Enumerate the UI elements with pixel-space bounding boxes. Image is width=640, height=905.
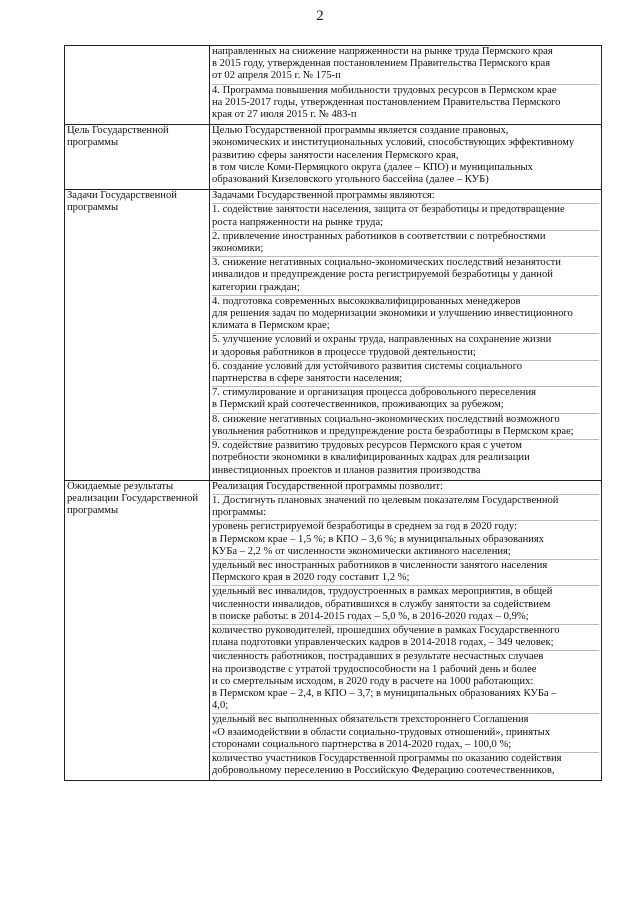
text-line: на 2015-2017 годы, утвержденная постановлением Правительства Пермского (212, 96, 561, 108)
text-line: 6. создание условий для устойчивого развития системы социального (212, 360, 522, 372)
table-row (65, 46, 602, 125)
text-line: 3. снижение негативных социально-экономических последствий незанятости (212, 257, 561, 269)
content-paragraph (212, 204, 599, 230)
text-line: «О взаимодействии в области социально-трудовых отношений», принятых (212, 726, 551, 738)
content-paragraph (212, 651, 599, 714)
text-line: от 02 апреля 2015 г. № 175-п (212, 70, 341, 82)
content-paragraph (212, 231, 599, 257)
text-line: 4. Программа повышения мобильности трудовых ресурсов в Пермском крае (212, 84, 557, 96)
text-line: направленных на снижение напряженности на рынке труда Пермского края (212, 46, 553, 57)
text-line: количество руководителей, прошедших обучение в рамках Государственного (212, 624, 560, 636)
text-line: на производстве с утратой трудоспособности на 1 рабочий день и более (212, 663, 537, 675)
text-line: Реализация Государственной программы позволит: (212, 480, 443, 492)
text-line: программы: (212, 507, 267, 519)
text-line: удельный вес выполненных обязательств трехстороннего Соглашения (212, 714, 529, 726)
content-paragraph (212, 296, 599, 335)
text-line: инвалидов и предупреждение роста регистрируемой безработицы у данной (212, 269, 553, 281)
table-row (65, 190, 602, 480)
text-line: экономики; (212, 243, 264, 255)
table-row (65, 480, 602, 781)
text-line: добровольному переселению в Российскую Федерацию соотечественников, (212, 765, 555, 777)
content-paragraph (212, 521, 599, 560)
text-line: в том числе Коми-Пермяцкого округа (далее – КПО) и муниципальных (212, 161, 533, 173)
text-line: края от 27 июля 2015 г. № 483-п (212, 109, 357, 121)
table-body (65, 46, 602, 781)
page-number: 2 (316, 8, 324, 24)
row-content-cell (210, 46, 602, 125)
text-line: Целью Государственной программы является создание правовых, (212, 125, 509, 137)
content-paragraph (212, 753, 599, 778)
text-line: роста напряженности на рынке труда; (212, 216, 384, 228)
content-paragraph (212, 481, 599, 495)
content-paragraph (212, 190, 599, 204)
content-paragraph (212, 387, 599, 413)
content-paragraph (212, 361, 599, 387)
row-content-cell (210, 190, 602, 480)
text-line: потребности экономики в квалифицированных кадрах для реализации (212, 452, 530, 464)
text-line: климата в Пермском крае; (212, 320, 330, 332)
content-paragraph (212, 414, 599, 440)
content-paragraph (212, 625, 599, 651)
text-line: и со смертельным исходом, в 2020 году в расчете на 1000 работающих: (212, 675, 534, 687)
content-paragraph (212, 125, 599, 187)
text-line: 7. стимулирование и организация процесса добровольного переселения (212, 387, 536, 399)
content-paragraph (212, 495, 599, 521)
program-passport-table (64, 45, 602, 781)
text-line: уровень регистрируемой безработицы в среднем за год в 2020 году: (212, 521, 518, 533)
text-line: 2. привлечение иностранных работников в соответствии с потребностями (212, 230, 546, 242)
text-line: удельный вес иностранных работников в численности занятого населения (212, 559, 548, 571)
text-line: инвестиционных проектов и планов развития производства (212, 464, 481, 476)
text-line: в поиске работы: в 2014-2015 годах – 5,0 %, в 2016-2020 годах – 0,9%; (212, 610, 529, 622)
text-line: и здоровья работников в процессе трудовой деятельности; (212, 346, 476, 358)
content-paragraph (212, 334, 599, 360)
content-paragraph (212, 560, 599, 586)
text-line: численности инвалидов, обратившихся в службу занятости за содействием (212, 598, 551, 610)
text-line: образований Кизеловского угольного бассейна (далее – КУБ) (212, 174, 489, 186)
row-label-cell (65, 46, 210, 125)
text-line: 8. снижение негативных социально-экономических последствий возможного (212, 413, 560, 425)
text-line: сторонами социального партнерства в 2014-2020 годах, – 100,0 %; (212, 738, 512, 750)
row-label-cell: Ожидаемые результаты реализации Государственной программы (65, 480, 210, 781)
row-content-cell (210, 125, 602, 190)
table-row (65, 125, 602, 190)
text-line: Пермского края в 2020 году составит 1,2 %; (212, 572, 410, 584)
text-line: Задачами Государственной программы являются: (212, 190, 435, 202)
text-line: категории граждан; (212, 281, 300, 293)
text-line: для решения задач по модернизации экономики и улучшению инвестиционного (212, 308, 573, 320)
text-line: 9. содействие развитию трудовых ресурсов Пермского края с учетом (212, 440, 522, 452)
text-line: 1. содействие занятости населения, защита от безработицы и предотвращение (212, 204, 565, 216)
content-paragraph (212, 85, 599, 123)
text-line: количество участников Государственной программы по оказанию содействия (212, 752, 562, 764)
text-line: развитию сферы занятости населения Пермского края, (212, 149, 459, 161)
text-line: 1. Достигнуть плановых значений по целевым показателям Государственной (212, 494, 559, 506)
text-line: плана подготовки управленческих кадров в 2014-2018 годах, – 349 человек; (212, 637, 554, 649)
text-line: КУБа – 2,2 % от численности экономически активного населения; (212, 545, 511, 557)
text-line: увольнения работников и предупреждение роста безработицы в Пермском крае; (212, 425, 574, 437)
text-line: численность работников, пострадавших в результате несчастных случаев (212, 651, 544, 663)
text-line: в Пермском крае – 1,5 %; в КПО – 3,6 %; в муниципальных образованиях (212, 533, 545, 545)
text-line: 4,0; (212, 700, 229, 712)
content-paragraph (212, 586, 599, 625)
text-line: экономических и институциональных условий, способствующих эффективному (212, 137, 575, 149)
text-line: удельный вес инвалидов, трудоустроенных в рамках мероприятия, в общей (212, 586, 553, 598)
text-line: 5. улучшение условий и охраны труда, направленных на сохранение жизни (212, 334, 552, 346)
text-line: в 2015 году, утвержденная постановлением Правительства Пермского края (212, 58, 551, 70)
text-line: в Пермском крае – 2,4, в КПО – 3,7; в муниципальных образованиях КУБа – (212, 687, 557, 699)
row-content-cell (210, 480, 602, 781)
content-paragraph (212, 714, 599, 753)
text-line: партнерства в сфере занятости населения; (212, 373, 403, 385)
text-line: в Пермский край соотечественников, проживающих за рубежом; (212, 399, 504, 411)
content-paragraph (212, 46, 599, 85)
text-line: 4. подготовка современных высококвалифицированных менеджеров (212, 295, 521, 307)
row-label-cell: Цель Государственной программы (65, 125, 210, 190)
content-paragraph (212, 257, 599, 296)
row-label-cell: Задачи Государственной программы (65, 190, 210, 480)
content-paragraph (212, 440, 599, 478)
